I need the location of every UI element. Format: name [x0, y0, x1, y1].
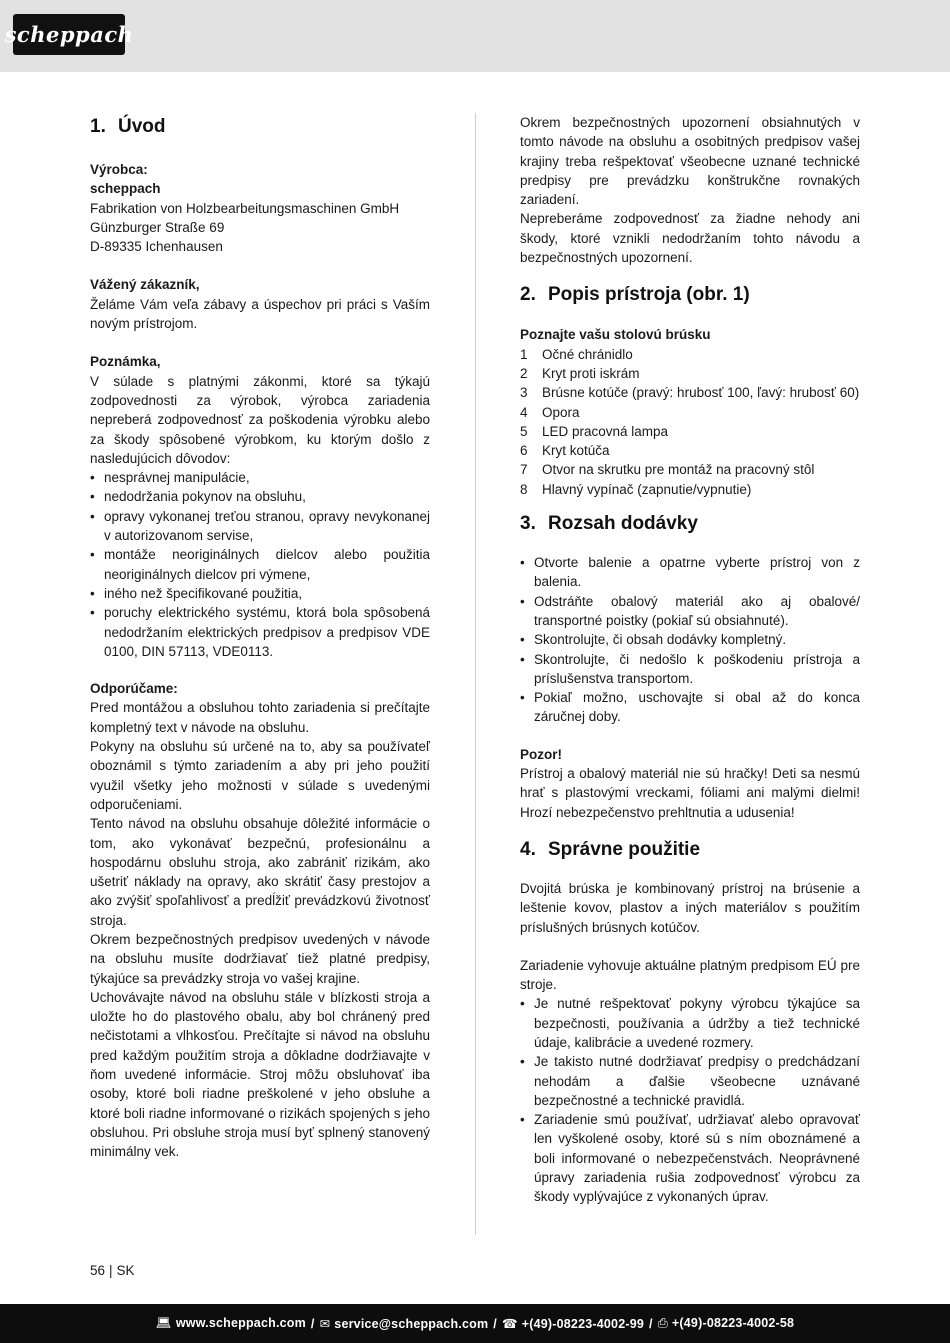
recommend-label: Odporúčame:: [90, 681, 178, 697]
list-item: • Je takisto nutné dodržiavať predpisy o predchádzaní nehodám a ďalšie všeobecne uznávané bezpečnostné a technické pravidlá.: [520, 1052, 860, 1110]
list-item: • Odstráňte obalový materiál ako aj obalové/ transportné poistky (pokiaľ sú obsiahnuté).: [520, 592, 860, 631]
section-number: 2.: [520, 284, 536, 306]
warning-text: Prístroj a obalový materiál nie sú hračky! Deti sa nesmú hrať s plastovými vreckami, fóliami ani malými dielmi! Hrozí nebezpečenstvo prehltnutia a udusenia!: [520, 766, 860, 820]
section-title: Úvod: [118, 116, 166, 137]
email-link[interactable]: service@scheppach.com: [334, 1317, 489, 1331]
fax-icon: ⎙: [657, 1316, 668, 1330]
paragraph: Nepreberáme zodpovednosť za žiadne nehody ani škody, ktoré vznikli nedodržaním tohto návodu a bezpečnostných upozornení.: [520, 211, 860, 266]
section-number: 1.: [90, 116, 106, 137]
paragraph: Zariadenie vyhovuje aktuálne platným predpisom EÚ pre stroje.: [520, 957, 860, 993]
paragraph: Okrem bezpečnostných upozornení obsiahnutých v tomto návode na obsluhu a osobitných predpisov vašej krajiny treba rešpektovať všeobecne uznané technické predpisy pre prevádzku konštrukčne rovnakých zariadení.: [520, 115, 860, 208]
paragraph: Tento návod na obsluhu obsahuje dôležité informácie o tom, ako vykonávať bezpečnú, profesionálnu a hospodárnu obsluhu stroja, ako zabrániť rizikám, ako ušetriť náklady na opravy, ako skrátiť časy prestojov a ako zvýšiť spoľahlivosť a predĺžiť prevádzkovú životnosť stroja.: [90, 816, 430, 928]
list-item: 2 Kryt proti iskrám: [520, 365, 640, 381]
paragraph: Dvojitá brúska je kombinovaný prístroj na brúsenie a leštenie kovov, plastov a iných materiálov s použitím príslušných brúsnych kotúčov.: [520, 880, 860, 935]
phone-icon: ☎︎: [501, 1317, 518, 1331]
list-item: 1 Očné chránidlo: [520, 346, 633, 362]
list-item: • nedodržania pokynov na obsluhu,: [90, 487, 430, 506]
manufacturer-line: Günzburger Straße 69: [90, 219, 225, 235]
section-3-heading: [520, 510, 860, 538]
list-item: • iného než špecifikované použitia,: [90, 584, 430, 603]
parts-list: [520, 345, 860, 499]
list-item: • Je nutné rešpektovať pokyny výrobcu týkajúce sa bezpečnosti, používania a údržby a tiež technické údaje, kalibrácie a uvedené rozmery.: [520, 994, 860, 1052]
computer-icon: 💻︎: [155, 1316, 172, 1330]
list-item: 3 Brúsne kotúče (pravý: hrubosť 100, ľavý: hrubosť 60): [520, 385, 860, 401]
website-link[interactable]: www.scheppach.com: [175, 1316, 306, 1330]
list-item: 5 LED pracovná lampa: [520, 423, 669, 439]
manufacturer-line: Fabrikation von Holzbearbeitungsmaschinen GmbH: [90, 200, 400, 216]
list-item: • opravy vykonanej treťou stranou, opravy nevykonanej v autorizovanom servise,: [90, 507, 430, 546]
right-column: [520, 113, 860, 1207]
list-item: • Skontrolujte, či nedošlo k poškodeniu prístroja a príslušenstva transportom.: [520, 650, 860, 689]
section-4-heading: [520, 836, 860, 864]
section-1-heading: [90, 113, 430, 141]
scheppach-logo: scheppach: [13, 14, 125, 55]
list-item: • Zariadenie smú používať, udržiavať alebo opravovať len vyškolené osoby, ktoré sú s ním oboznámené a boli informované o nebezpečenstvách. Neoprávnené úpravy zariadenia rušia zodpovednosť výrobcu za škody vyplývajúce z vykonaných úprav.: [520, 1110, 860, 1206]
manufacturer-label: Výrobca:: [90, 162, 148, 177]
list-item: 4 Opora: [520, 404, 580, 420]
use-bullet-list: [520, 994, 860, 1206]
note-bullet-list: [90, 468, 430, 661]
header-band: [0, 0, 950, 72]
phone-number: +(49)-08223-4002-99: [521, 1317, 645, 1331]
list-item: • Skontrolujte, či obsah dodávky kompletný.: [520, 630, 860, 649]
know-label: Poznajte vašu stolovú brúsku: [520, 327, 711, 343]
envelope-icon: ✉︎: [319, 1317, 331, 1331]
list-item: 8 Hlavný vypínač (zapnutie/vypnutie): [520, 481, 752, 497]
list-item: • Pokiaľ možno, uschovajte si obal až do konca záručnej doby.: [520, 688, 860, 727]
paragraph: Pred montážou a obsluhou tohto zariadenia si prečítajte kompletný text v návode na obsluhu.: [90, 700, 430, 735]
delivery-bullet-list: [520, 553, 860, 727]
page-footer: 56 | SK: [90, 1263, 135, 1278]
section-title: Správne použitie: [548, 838, 701, 860]
note-text: V súlade s platnými zákonmi, ktoré sa týkajú zodpovednosti za výrobok, výrobca zariadenia nepreberá zodpovednosť za poškodenia výrobku alebo za škody spôsobené výrobkom, ku ktorým došlo z nasledujúcich dôvodov:: [90, 373, 430, 466]
manufacturer-name: scheppach: [90, 181, 161, 197]
section-title: Rozsah dodávky: [548, 513, 698, 535]
paragraph: Pokyny na obsluhu sú určené na to, aby sa používateľ oboznámil s týmto zariadením a aby pri jeho použití využil všetky jeho možnosti v súlade s uvedenými odporučeniami.: [90, 739, 430, 812]
paragraph: Okrem bezpečnostných predpisov uvedených v návode na obsluhu musíte dodržiavať tiež platné predpisy, týkajúce sa prevádzky stroja vo vašej krajine.: [90, 931, 430, 986]
column-divider: [475, 113, 476, 1235]
section-2-heading: [520, 281, 860, 309]
list-item: • Otvorte balenie a opatrne vyberte prístroj von z balenia.: [520, 553, 860, 592]
language-code: SK: [116, 1263, 135, 1278]
dear-customer-label: Vážený zákazník,: [90, 277, 200, 293]
paragraph: Uchovávajte návod na obsluhu stále v blízkosti stroja a uložte ho do plastového obalu, aby bol chránený pred nečistotami a vlhkosťou. Prečítajte si návod na obsluhu pred každým použitím stroja a dôkladne dodržiavajte v ňom uvedené informácie. Stroj môžu obsluhovať iba osoby, ktoré boli riadne preškolené v jeho obsluhe a ktoré boli riadne informované o rizikách spojených s jeho obsluhou. Pri obsluhe stroja musí byť splnený stanovený minimálny vek.: [90, 989, 430, 1160]
manufacturer-line: D-89335 Ichenhausen: [90, 239, 223, 255]
left-column: [90, 113, 430, 1162]
section-number: 4.: [520, 838, 536, 860]
fax-number: +(49)-08223-4002-58: [671, 1316, 795, 1330]
list-item: 7 Otvor na skrutku pre montáž na pracovný stôl: [520, 462, 815, 478]
dear-customer-text: Želáme Vám veľa zábavy a úspechov pri práci s Vaším novým prístrojom.: [90, 296, 430, 332]
list-item: • poruchy elektrického systému, ktorá bola spôsobená nedodržaním elektrických predpisov a predpisov VDE 0100, DIN 57113, VDE0113.: [90, 603, 430, 661]
list-item: • nesprávnej manipulácie,: [90, 468, 430, 487]
warning-label: Pozor!: [520, 746, 562, 762]
contact-footer-band: 💻︎ www.scheppach.com / ✉︎ service@scheppach.com / ☎︎ +(49)-08223-4002-99 / ⎙ +(49)-08223-4002-58: [0, 1304, 950, 1343]
page-number: 56: [90, 1263, 106, 1278]
list-item: 6 Kryt kotúča: [520, 443, 610, 459]
note-label: Poznámka,: [90, 354, 161, 370]
section-title: Popis prístroja (obr. 1): [548, 284, 750, 306]
section-number: 3.: [520, 513, 536, 535]
list-item: • montáže neoriginálnych dielcov alebo použitia neoriginálnych dielcov pri výmene,: [90, 545, 430, 584]
